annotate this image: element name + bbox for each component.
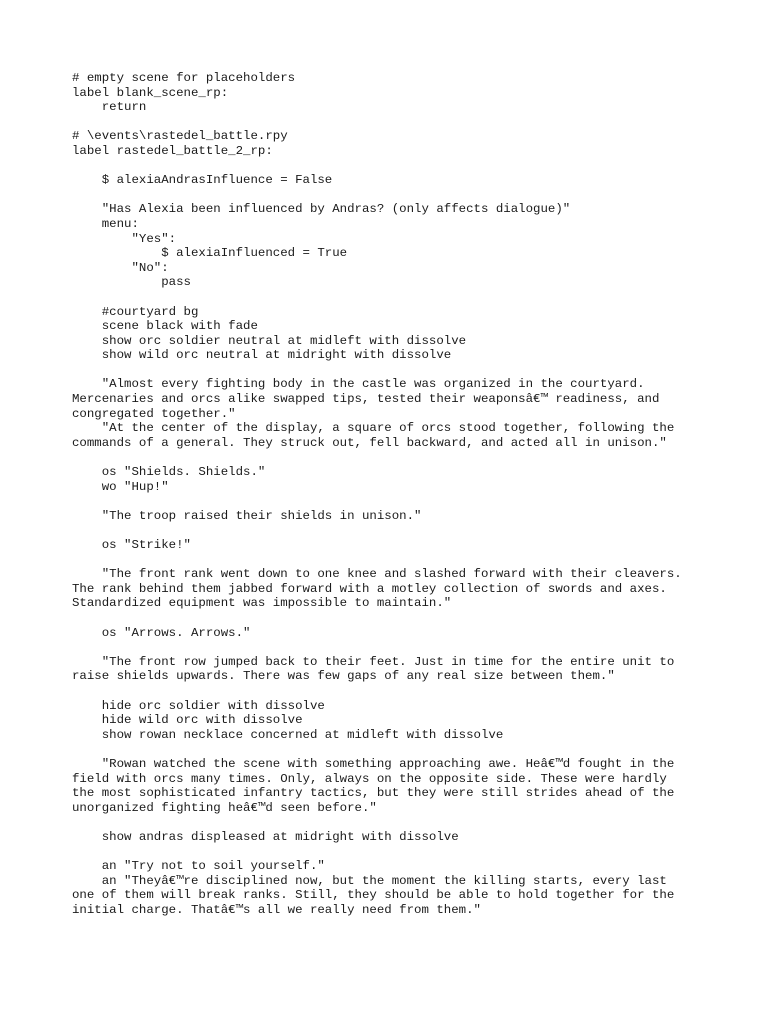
blank-line	[72, 815, 712, 830]
code-line: congregated together."	[72, 406, 236, 421]
code-line: scene black with fade	[72, 319, 258, 334]
code-line: initial charge. Thatâ€™s all we really need from them."	[72, 902, 481, 917]
blank-line	[72, 450, 712, 465]
code-line: label blank_scene_rp:	[72, 85, 229, 100]
blank-line	[72, 290, 712, 305]
code-line: an "Try not to soil yourself."	[72, 859, 325, 874]
blank-line	[72, 159, 712, 174]
blank-line	[72, 523, 712, 538]
code-line: hide orc soldier with dissolve	[72, 698, 325, 713]
blank-line	[72, 640, 712, 655]
code-line: hide wild orc with dissolve	[72, 713, 303, 728]
blank-line	[72, 188, 712, 203]
code-line: show rowan necklace concerned at midleft with dissolve	[72, 727, 504, 742]
code-line: Mercenaries and orcs alike swapped tips, tested their weaponsâ€™ readiness, and	[72, 392, 660, 407]
blank-line	[72, 553, 712, 568]
code-line: "The front rank went down to one knee and slashed forward with their cleavers.	[72, 567, 682, 582]
code-line: "Almost every fighting body in the castle was organized in the courtyard.	[72, 377, 645, 392]
code-line: an "Theyâ€™re disciplined now, but the moment the killing starts, every last	[72, 873, 667, 888]
code-line: one of them will break ranks. Still, they should be able to hold together for the	[72, 888, 675, 903]
code-line: # empty scene for placeholders	[72, 71, 296, 85]
blank-line	[72, 611, 712, 626]
code-line: show wild orc neutral at midright with dissolve	[72, 348, 452, 363]
code-line: # \events\rastedel_battle.rpy	[72, 129, 288, 144]
code-line: show orc soldier neutral at midleft with dissolve	[72, 333, 467, 348]
code-line: "Rowan watched the scene with something approaching awe. Heâ€™d fought in the	[72, 756, 675, 771]
code-line: field with orcs many times. Only, always on the opposite side. These were hardly	[72, 771, 667, 786]
code-line: pass	[72, 275, 191, 290]
code-line: return	[72, 100, 147, 115]
code-line: $ alexiaAndrasInfluence = False	[72, 173, 333, 188]
code-line: wo "Hup!"	[72, 479, 169, 494]
code-line: #courtyard bg	[72, 304, 199, 319]
code-line: Standardized equipment was impossible to maintain."	[72, 596, 452, 611]
code-line: unorganized fighting heâ€™d seen before."	[72, 800, 377, 815]
code-line: "No":	[72, 260, 169, 275]
code-line: show andras displeased at midright with dissolve	[72, 829, 459, 844]
code-line: os "Arrows. Arrows."	[72, 625, 251, 640]
code-line: label rastedel_battle_2_rp:	[72, 143, 273, 158]
code-line: "Yes":	[72, 231, 177, 246]
code-listing	[72, 71, 712, 917]
code-line: $ alexiaInfluenced = True	[72, 246, 348, 261]
blank-line	[72, 742, 712, 757]
blank-line	[72, 494, 712, 509]
blank-line	[72, 684, 712, 699]
code-line: os "Shields. Shields."	[72, 465, 266, 480]
code-line: os "Strike!"	[72, 538, 191, 552]
code-line: commands of a general. They struck out, fell backward, and acted all in unison."	[72, 435, 667, 450]
blank-line	[72, 363, 712, 378]
blank-line	[72, 115, 712, 130]
code-line: raise shields upwards. There was few gaps of any real size between them."	[72, 669, 615, 684]
code-line: menu:	[72, 216, 139, 231]
code-line: "Has Alexia been influenced by Andras? (only affects dialogue)"	[72, 202, 571, 217]
code-line: "The front row jumped back to their feet. Just in time for the entire unit to	[72, 654, 675, 669]
code-line: "The troop raised their shields in unison."	[72, 508, 422, 523]
code-line: "At the center of the display, a square of orcs stood together, following the	[72, 421, 675, 436]
code-line: the most sophisticated infantry tactics, but they were still strides ahead of the	[72, 786, 675, 801]
blank-line	[72, 844, 712, 859]
code-line: The rank behind them jabbed forward with a motley collection of swords and axes.	[72, 581, 667, 596]
